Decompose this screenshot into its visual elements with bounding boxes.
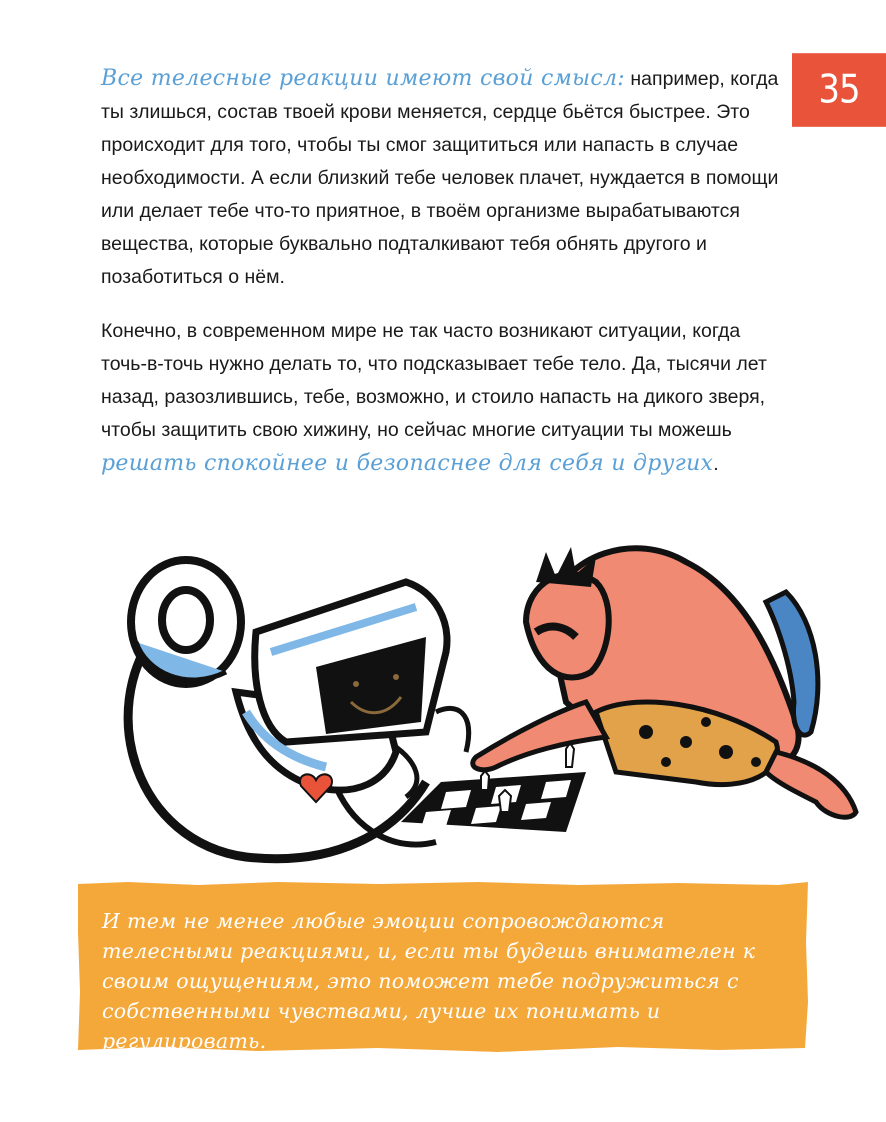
robot-caveman-chess-illustration <box>96 512 866 872</box>
paragraph-2-end: . <box>713 453 719 475</box>
caveman-head <box>526 574 609 677</box>
paragraph-2-highlight: решать спокойнее и безопаснее для себя и других <box>101 451 714 476</box>
paragraph-1-highlight: Все телесные реакции имеют свой смысл: <box>101 66 625 91</box>
paragraph-2 <box>101 315 791 481</box>
note-box <box>78 882 808 1052</box>
paragraph-2-text: Конечно, в современном мире не так часто возникают ситуации, когда точь-в-точь нужно делать то, что подсказывает тебе тело. Да, тысячи лет назад, разозлившись, тебе, возможно, и стоило напасть на дикого зверя, чтобы защитить свою хижину, но сейчас многие ситуации ты можешь <box>101 320 767 441</box>
caveman-arm <box>473 702 606 770</box>
caveman-leg <box>766 752 856 817</box>
paragraph-1 <box>101 62 791 294</box>
heart-icon <box>300 774 332 802</box>
note-text: И тем не менее любые эмоции сопровождаются телесными реакциями, и, если ты будешь внимателен к своим ощущениям, это поможет тебе подружиться с собственными чувствами, лучше их понимать и регулировать. <box>102 909 756 1053</box>
robot-ear-icon <box>131 560 241 684</box>
paragraph-1-text: например, когда ты злишься, состав твоей крови меняется, сердце бьётся быстрее. Это происходит для того, чтобы ты смог защититься или напасть в случае необходимости. А если близкий тебе человек плачет, нуждается в помощи или делает тебе что-то приятное, в твоём организме вырабатываются вещества, которые буквально подталкивают тебя обнять другого и позаботиться о нём. <box>101 68 779 288</box>
page-number: 35 <box>792 53 886 127</box>
caveman-hair <box>536 547 596 587</box>
